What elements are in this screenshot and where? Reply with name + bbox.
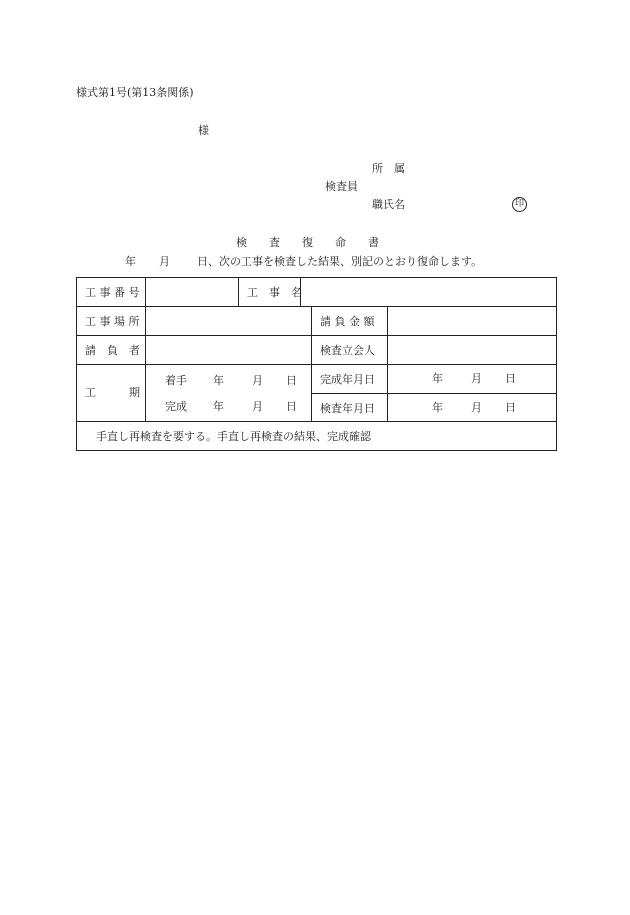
project-number-value[interactable] [146,278,239,307]
project-number-label: 工 事 番 号 [77,278,146,307]
completion-year-unit: 年 [213,400,224,413]
project-name-label: 工 事 名 [239,278,301,307]
location-value[interactable] [146,307,312,336]
inspector-label: 検査員 [325,180,358,193]
completion-day-unit: 日 [286,400,297,413]
id-day-unit: 日 [505,401,516,414]
location-label: 工 事 場 所 [77,307,146,336]
inspection-date-label: 検査年月日 [312,394,388,422]
title-name-label: 職氏名 [372,198,405,211]
completion-month-unit: 月 [252,400,263,413]
inspection-date-value[interactable] [388,394,557,422]
addressee-suffix: 様 [198,124,209,137]
document-title: 検 査 復 命 書 [236,236,379,249]
period-label-left: 工 [85,386,96,399]
project-name-value[interactable] [301,278,557,307]
contractor-label: 請 負 者 [77,336,146,365]
intro-day: 日 [197,255,208,268]
period-label [77,365,146,422]
seal-mark: 印 [512,197,527,212]
completion-date-value[interactable] [388,365,557,394]
id-month-unit: 月 [471,401,482,414]
completion-date-label: 完成年月日 [312,365,388,394]
intro-month: 月 [159,255,170,268]
start-day-unit: 日 [286,374,297,387]
footer-note: 手直し再検査を要する。手直し再検査の結果、完成確認 [77,422,557,451]
intro-text: 、次の工事を検査した結果、別記のとおり復命します。 [208,255,483,268]
contract-amount-label: 請 負 金 額 [312,307,388,336]
start-label: 着手 [165,374,187,387]
witness-label: 検査立会人 [312,336,388,365]
contract-amount-value[interactable] [388,307,557,336]
cd-day-unit: 日 [505,372,516,385]
start-year-unit: 年 [213,374,224,387]
completion-label: 完成 [165,400,187,413]
affiliation-label: 所 属 [372,162,405,175]
cd-month-unit: 月 [471,372,482,385]
witness-value[interactable] [388,336,557,365]
period-label-right: 期 [129,386,140,399]
id-year-unit: 年 [432,401,443,414]
intro-year: 年 [125,255,136,268]
contractor-value[interactable] [146,336,312,365]
inspection-table [76,277,557,451]
start-month-unit: 月 [252,374,263,387]
form-number: 様式第1号(第13条関係) [76,86,194,99]
cd-year-unit: 年 [432,372,443,385]
period-dates [146,365,312,422]
